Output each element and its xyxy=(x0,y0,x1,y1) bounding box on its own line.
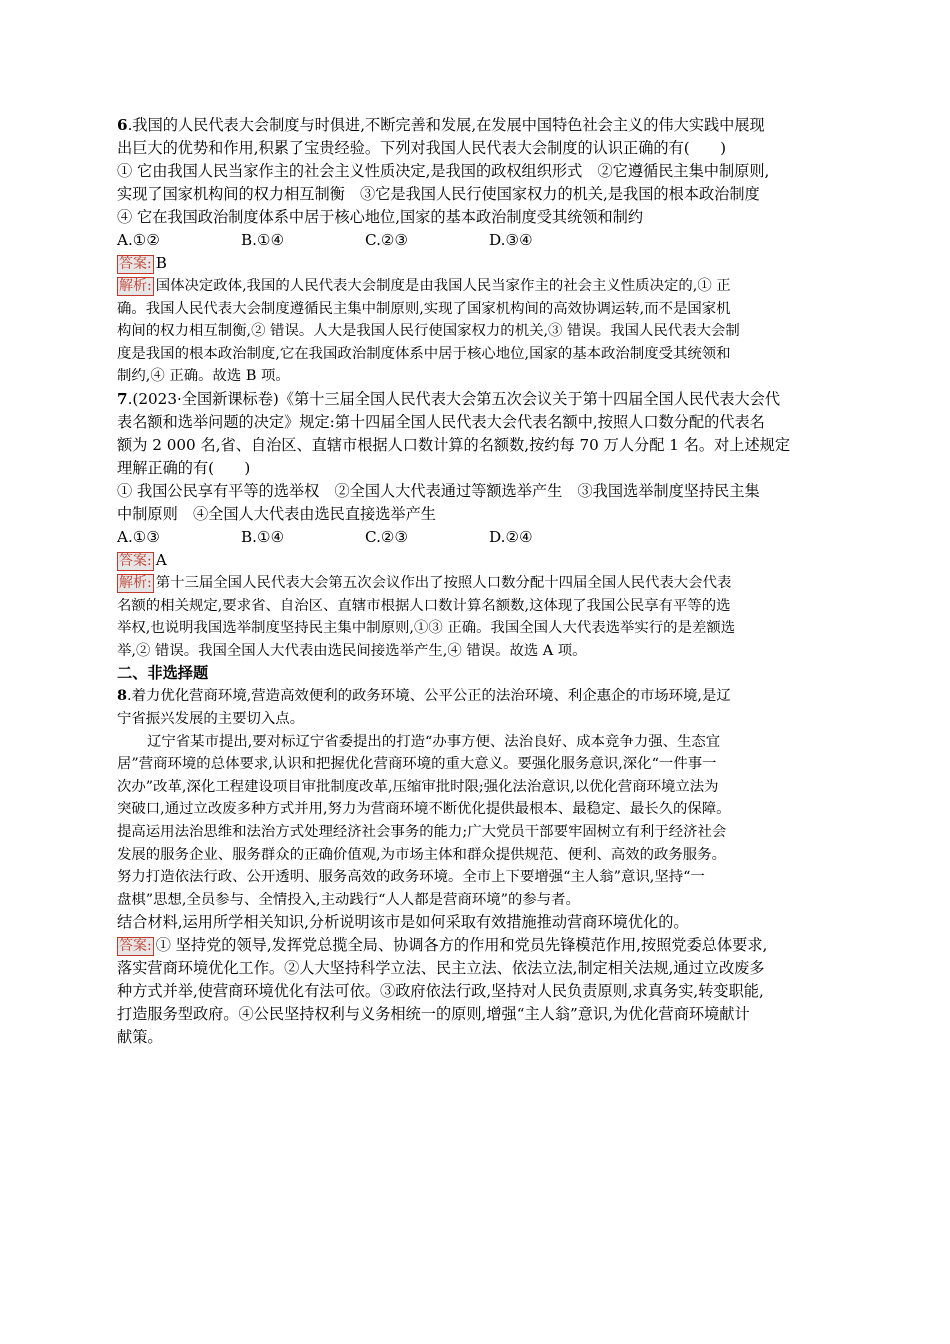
q8-stem-line: 宁省振兴发展的主要切入点。 xyxy=(117,710,305,727)
document-page xyxy=(117,114,833,1049)
explanation-tag: 解析: xyxy=(119,574,152,591)
q7-option-c: C.②③ xyxy=(365,527,409,546)
q8-answer-line: 打造服务型政府。④公民坚持权利与义务相统一的原则,增强“主人翁”意识,为优化营商环境献计 xyxy=(117,1005,750,1024)
section-heading: 二、非选择题 xyxy=(117,664,209,683)
q8-number: 8 xyxy=(117,687,128,705)
explanation-tag: 解析: xyxy=(119,278,152,294)
q8-answer-line: 种方式并举,使营商环境优化有法可依。③政府依法行政,坚持对人民负责原则,求真务实,转变职能, xyxy=(117,982,764,1001)
q6-explanation-line: 构间的权力相互制衡,② 错误。人大是我国人民行使国家权力的机关,③ 错误。我国人民代表大会制 xyxy=(117,323,740,340)
q7-option-b: B.①④ xyxy=(241,527,285,546)
q6-statement-line: 实现了国家机构间的权力相互制衡 ③它是我国人民行使国家权力的机关,是我国的根本政治制度 xyxy=(117,185,760,203)
q6-number: 6 xyxy=(117,116,128,134)
q7-stem-line: 表名额和选举问题的决定》规定:第十四届全国人民代表大会代表名额中,按照人口数分配的代表名 xyxy=(117,412,765,431)
q8-answer-line: 落实营商环境优化工作。②人大坚持科学立法、民主立法、依法立法,制定相关法规,通过立改废多 xyxy=(117,959,765,978)
q8-answer-line: 献策。 xyxy=(117,1028,163,1047)
q6-explanation-line: 确。我国人民代表大会制度遵循民主集中制原则,实现了国家机构间的高效协调运转,而不是国家机 xyxy=(117,300,731,317)
q6-answer-value: B xyxy=(155,254,167,272)
q7-statement-line: ① 我国公民享有平等的选举权 ②全国人大代表通过等额选举产生 ③我国选举制度坚持民主集 xyxy=(117,481,760,500)
q6-statement-line: ④ 它在我国政治制度体系中居于核心地位,国家的基本政治制度受其统领和制约 xyxy=(117,208,644,226)
q6-explanation-line: 度是我国的根本政治制度,它在我国政治制度体系中居于核心地位,国家的基本政治制度受其统领和 xyxy=(117,345,731,362)
q8-answer-line: 答案: ① 坚持党的领导,发挥党总揽全局、协调各方的作用和党员先锋模范作用,按照党委总体要求, xyxy=(119,936,768,955)
q8-material-line: 突破口,通过立改废多种方式并用,努力为营商环境不断优化提供最根本、最稳定、最长久的保障。 xyxy=(117,801,731,818)
q8-material-line: 发展的服务企业、服务群众的正确价值观,为市场主体和群众提供规范、便利、高效的政务服务。 xyxy=(117,846,726,863)
question-6 xyxy=(117,114,833,388)
q6-explanation-line: 解析: 国体决定政体,我国的人民代表大会制度是由我国人民当家作主的社会主义性质决定的,① 正 xyxy=(119,278,731,294)
q6-answer xyxy=(117,252,833,275)
q7-answer xyxy=(117,549,833,572)
q7-option-a: A.①③ xyxy=(117,527,161,546)
q8-material-line: 次办”改革,深化工程建设项目审批制度改革,压缩审批时限;强化法治意识,以优化营商环境立法为 xyxy=(117,778,719,795)
q8-material-line: 居”营商环境的总体要求,认识和把握优化营商环境的重大意义。要强化服务意识,深化“一件事一 xyxy=(117,756,717,773)
q6-option-a: A.①② xyxy=(117,231,161,249)
q6-option-d: D.③④ xyxy=(489,231,533,249)
q7-stem-line: 额为 2 000 名,省、自治区、直辖市根据人口数计算的名额数,按约每 70 万人分配 1 名。对上述规定 xyxy=(117,435,791,454)
q7-statement-line: 中制原则 ④全国人大代表由选民直接选举产生 xyxy=(117,504,436,523)
q6-stem-line: 6.我国的人民代表大会制度与时俱进,不断完善和发展,在发展中国特色社会主义的伟大实践中展现 xyxy=(117,116,765,134)
q8-material-line: 提高运用法治思维和法治方式处理经济社会事务的能力;广大党员干部要牢固树立有利于经济社会 xyxy=(117,823,727,840)
q8-material-line: 辽宁省某市提出,要对标辽宁省委提出的打造“办事方便、法治良好、成本竞争力强、生态宜 xyxy=(147,733,721,750)
q7-number: 7 xyxy=(117,389,128,408)
q7-option-d: D.②④ xyxy=(489,527,533,546)
question-8 xyxy=(117,685,833,1049)
q7-explanation-line: 解析: 第十三届全国人民代表大会第五次会议作出了按照人口数分配十四届全国人民代表大会代表 xyxy=(119,574,732,591)
q7-stem-line: 7.(2023·全国新课标卷)《第十三届全国人民代表大会第五次会议关于第十四届全国人民代表大会代 xyxy=(117,389,781,408)
q7-stem-line: 理解正确的有( ) xyxy=(117,458,251,477)
q8-material-line: 盘棋”思想,全员参与、全情投入,主动践行“人人都是营商环境”的参与者。 xyxy=(117,891,580,908)
q7-explanation-line: 举权,也说明我国选举制度坚持民主集中制原则,①③ 正确。我国全国人大代表选举实行的是差额选 xyxy=(117,620,736,637)
q6-options xyxy=(117,229,833,252)
q8-stem-line: 8.着力优化营商环境,营造高效便利的政务环境、公平公正的法治环境、利企惠企的市场环境,是辽 xyxy=(117,687,731,705)
q7-options xyxy=(117,526,833,549)
q6-explanation-line: 制约,④ 正确。故选 B 项。 xyxy=(117,368,290,385)
q7-answer-value: A xyxy=(155,550,167,569)
q8-material-line: 努力打造依法行政、公开透明、服务高效的政务环境。全市上下要增强“主人翁”意识,坚持“一 xyxy=(117,869,705,886)
question-7 xyxy=(117,388,833,662)
q7-explanation-line: 举,② 错误。我国全国人大代表由选民间接选举产生,④ 错误。故选 A 项。 xyxy=(117,642,587,659)
answer-tag: 答案: xyxy=(119,938,152,955)
q8-question: 结合材料,运用所学相关知识,分析说明该市是如何采取有效措施推动营商环境优化的。 xyxy=(117,913,689,932)
q6-option-b: B.①④ xyxy=(241,231,285,249)
answer-tag: 答案: xyxy=(119,256,152,272)
answer-tag: 答案: xyxy=(119,552,152,569)
q6-option-c: C.②③ xyxy=(365,231,409,249)
q6-statement-line: ① 它由我国人民当家作主的社会主义性质决定,是我国的政权组织形式 ②它遵循民主集中制原则, xyxy=(117,162,770,180)
q7-explanation-line: 名额的相关规定,要求省、自治区、直辖市根据人口数计算名额数,这体现了我国公民享有平等的选 xyxy=(117,597,731,614)
q6-stem-line: 出巨大的优势和作用,积累了宝贵经验。下列对我国人民代表大会制度的认识正确的有( ) xyxy=(117,139,726,157)
